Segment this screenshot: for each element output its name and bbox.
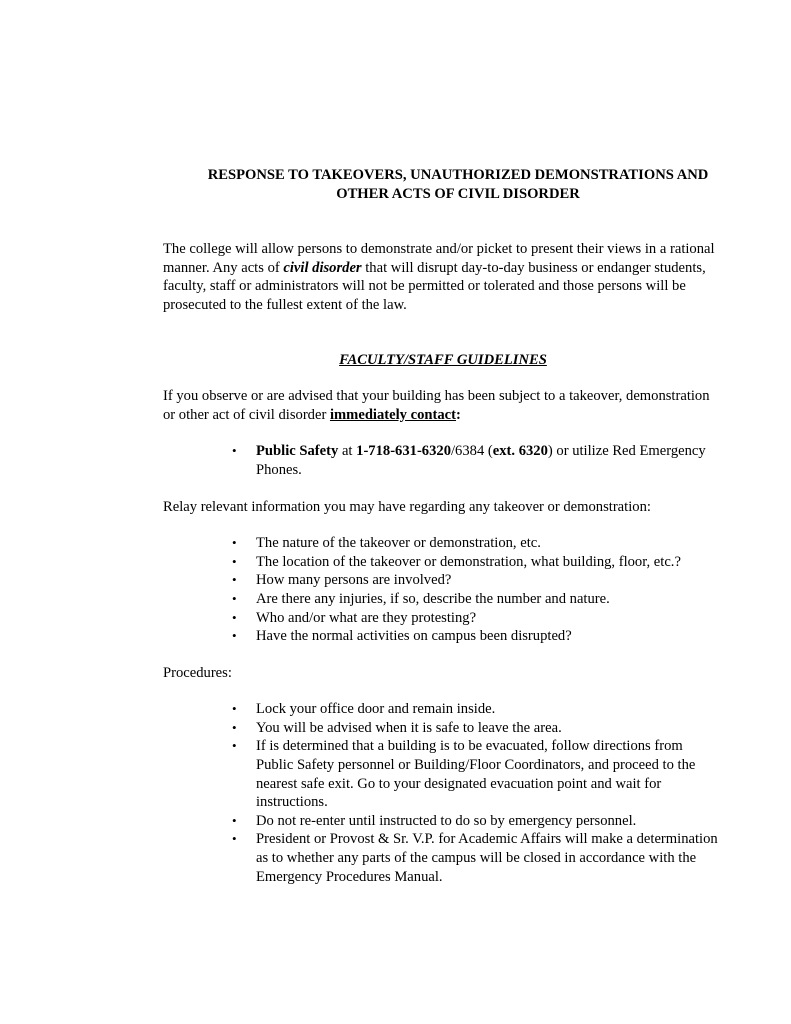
list-item-text: The location of the takeover or demonstration, what building, floor, etc.?	[256, 553, 681, 570]
list-item	[163, 590, 723, 609]
section-heading: FACULTY/STAFF GUIDELINES	[339, 351, 547, 368]
bullet-icon: •	[232, 590, 237, 606]
bullet-icon: •	[232, 719, 237, 735]
procedures-label: Procedures:	[163, 664, 232, 681]
bullet-icon: •	[232, 738, 237, 754]
intro-text-2: that will disrupt day-to-day business or endanger students, faculty, staff or administrators will not be permitted or tolerated and those persons will be prosecuted to the fullest extent of the law.	[163, 259, 706, 313]
list-item-text: How many persons are involved?	[256, 572, 452, 589]
bullet-icon: •	[232, 701, 237, 717]
intro-text-1: The college will allow persons to demonstrate and/or picket to present their views in a rational manner. Any acts of	[163, 241, 715, 276]
observe-colon: :	[456, 406, 461, 423]
document-page	[163, 166, 723, 886]
list-item-text: Lock your office door and remain inside.	[256, 701, 496, 718]
list-item-text: You will be advised when it is safe to leave the area.	[256, 719, 562, 736]
list-item	[163, 737, 723, 811]
title-line-2: OTHER ACTS OF CIVIL DISORDER	[336, 185, 580, 202]
list-item	[163, 442, 723, 479]
list-item-text: If is determined that a building is to be evacuated, follow directions from Public Safety personnel or Building/Floor Coordinators, and proceed to the nearest safe exit. Go to your designated evacuation point and wait for instructions.	[256, 738, 696, 811]
procedures-list	[163, 700, 723, 886]
contact-list	[163, 442, 723, 479]
contact-alt: /6384 (	[451, 443, 493, 460]
contact-rest: ) or utilize Red Emergency Phones.	[256, 443, 706, 478]
document-title	[173, 166, 743, 203]
list-item	[163, 534, 723, 553]
title-line-1: RESPONSE TO TAKEOVERS, UNAUTHORIZED DEMONSTRATIONS AND	[207, 167, 709, 183]
list-item	[163, 700, 723, 719]
list-item	[163, 719, 723, 738]
list-item	[163, 627, 723, 646]
list-item	[163, 830, 723, 886]
bullet-icon: •	[232, 553, 237, 569]
relay-paragraph: Relay relevant information you may have regarding any takeover or demonstration:	[163, 498, 651, 515]
list-item-text: Are there any injuries, if so, describe the number and nature.	[256, 590, 610, 607]
list-item-text: President or Provost & Sr. V.P. for Academic Affairs will make a determination as to whether any parts of the campus will be closed in accordance with the Emergency Procedures Manual.	[256, 831, 718, 885]
list-item-text: Do not re-enter until instructed to do so by emergency personnel.	[256, 812, 637, 829]
bullet-icon: •	[232, 831, 237, 847]
list-item-text: The nature of the takeover or demonstration, etc.	[256, 535, 541, 552]
list-item	[163, 553, 723, 572]
intro-emphasis: civil disorder	[283, 259, 362, 276]
observe-paragraph	[163, 387, 723, 424]
intro-paragraph	[163, 240, 723, 314]
bullet-icon: •	[232, 443, 237, 459]
list-item	[163, 812, 723, 831]
contact-ext: ext. 6320	[492, 443, 548, 460]
list-item-text: Who and/or what are they protesting?	[256, 609, 477, 626]
list-item	[163, 571, 723, 590]
contact-at: at	[338, 443, 357, 460]
contact-org: Public Safety	[256, 443, 339, 460]
bullet-icon: •	[232, 535, 237, 551]
observe-emphasis: immediately contact	[329, 406, 457, 423]
info-list	[163, 534, 723, 646]
contact-phone: 1-718-631-6320	[356, 443, 451, 460]
bullet-icon: •	[232, 572, 237, 588]
bullet-icon: •	[232, 628, 237, 644]
observe-text: If you observe or are advised that your building has been subject to a takeover, demonstration or other act of civil disorder	[163, 388, 710, 423]
list-item-text: Have the normal activities on campus been disrupted?	[256, 628, 572, 645]
bullet-icon: •	[232, 609, 237, 625]
list-item	[163, 609, 723, 628]
bullet-icon: •	[232, 812, 237, 828]
